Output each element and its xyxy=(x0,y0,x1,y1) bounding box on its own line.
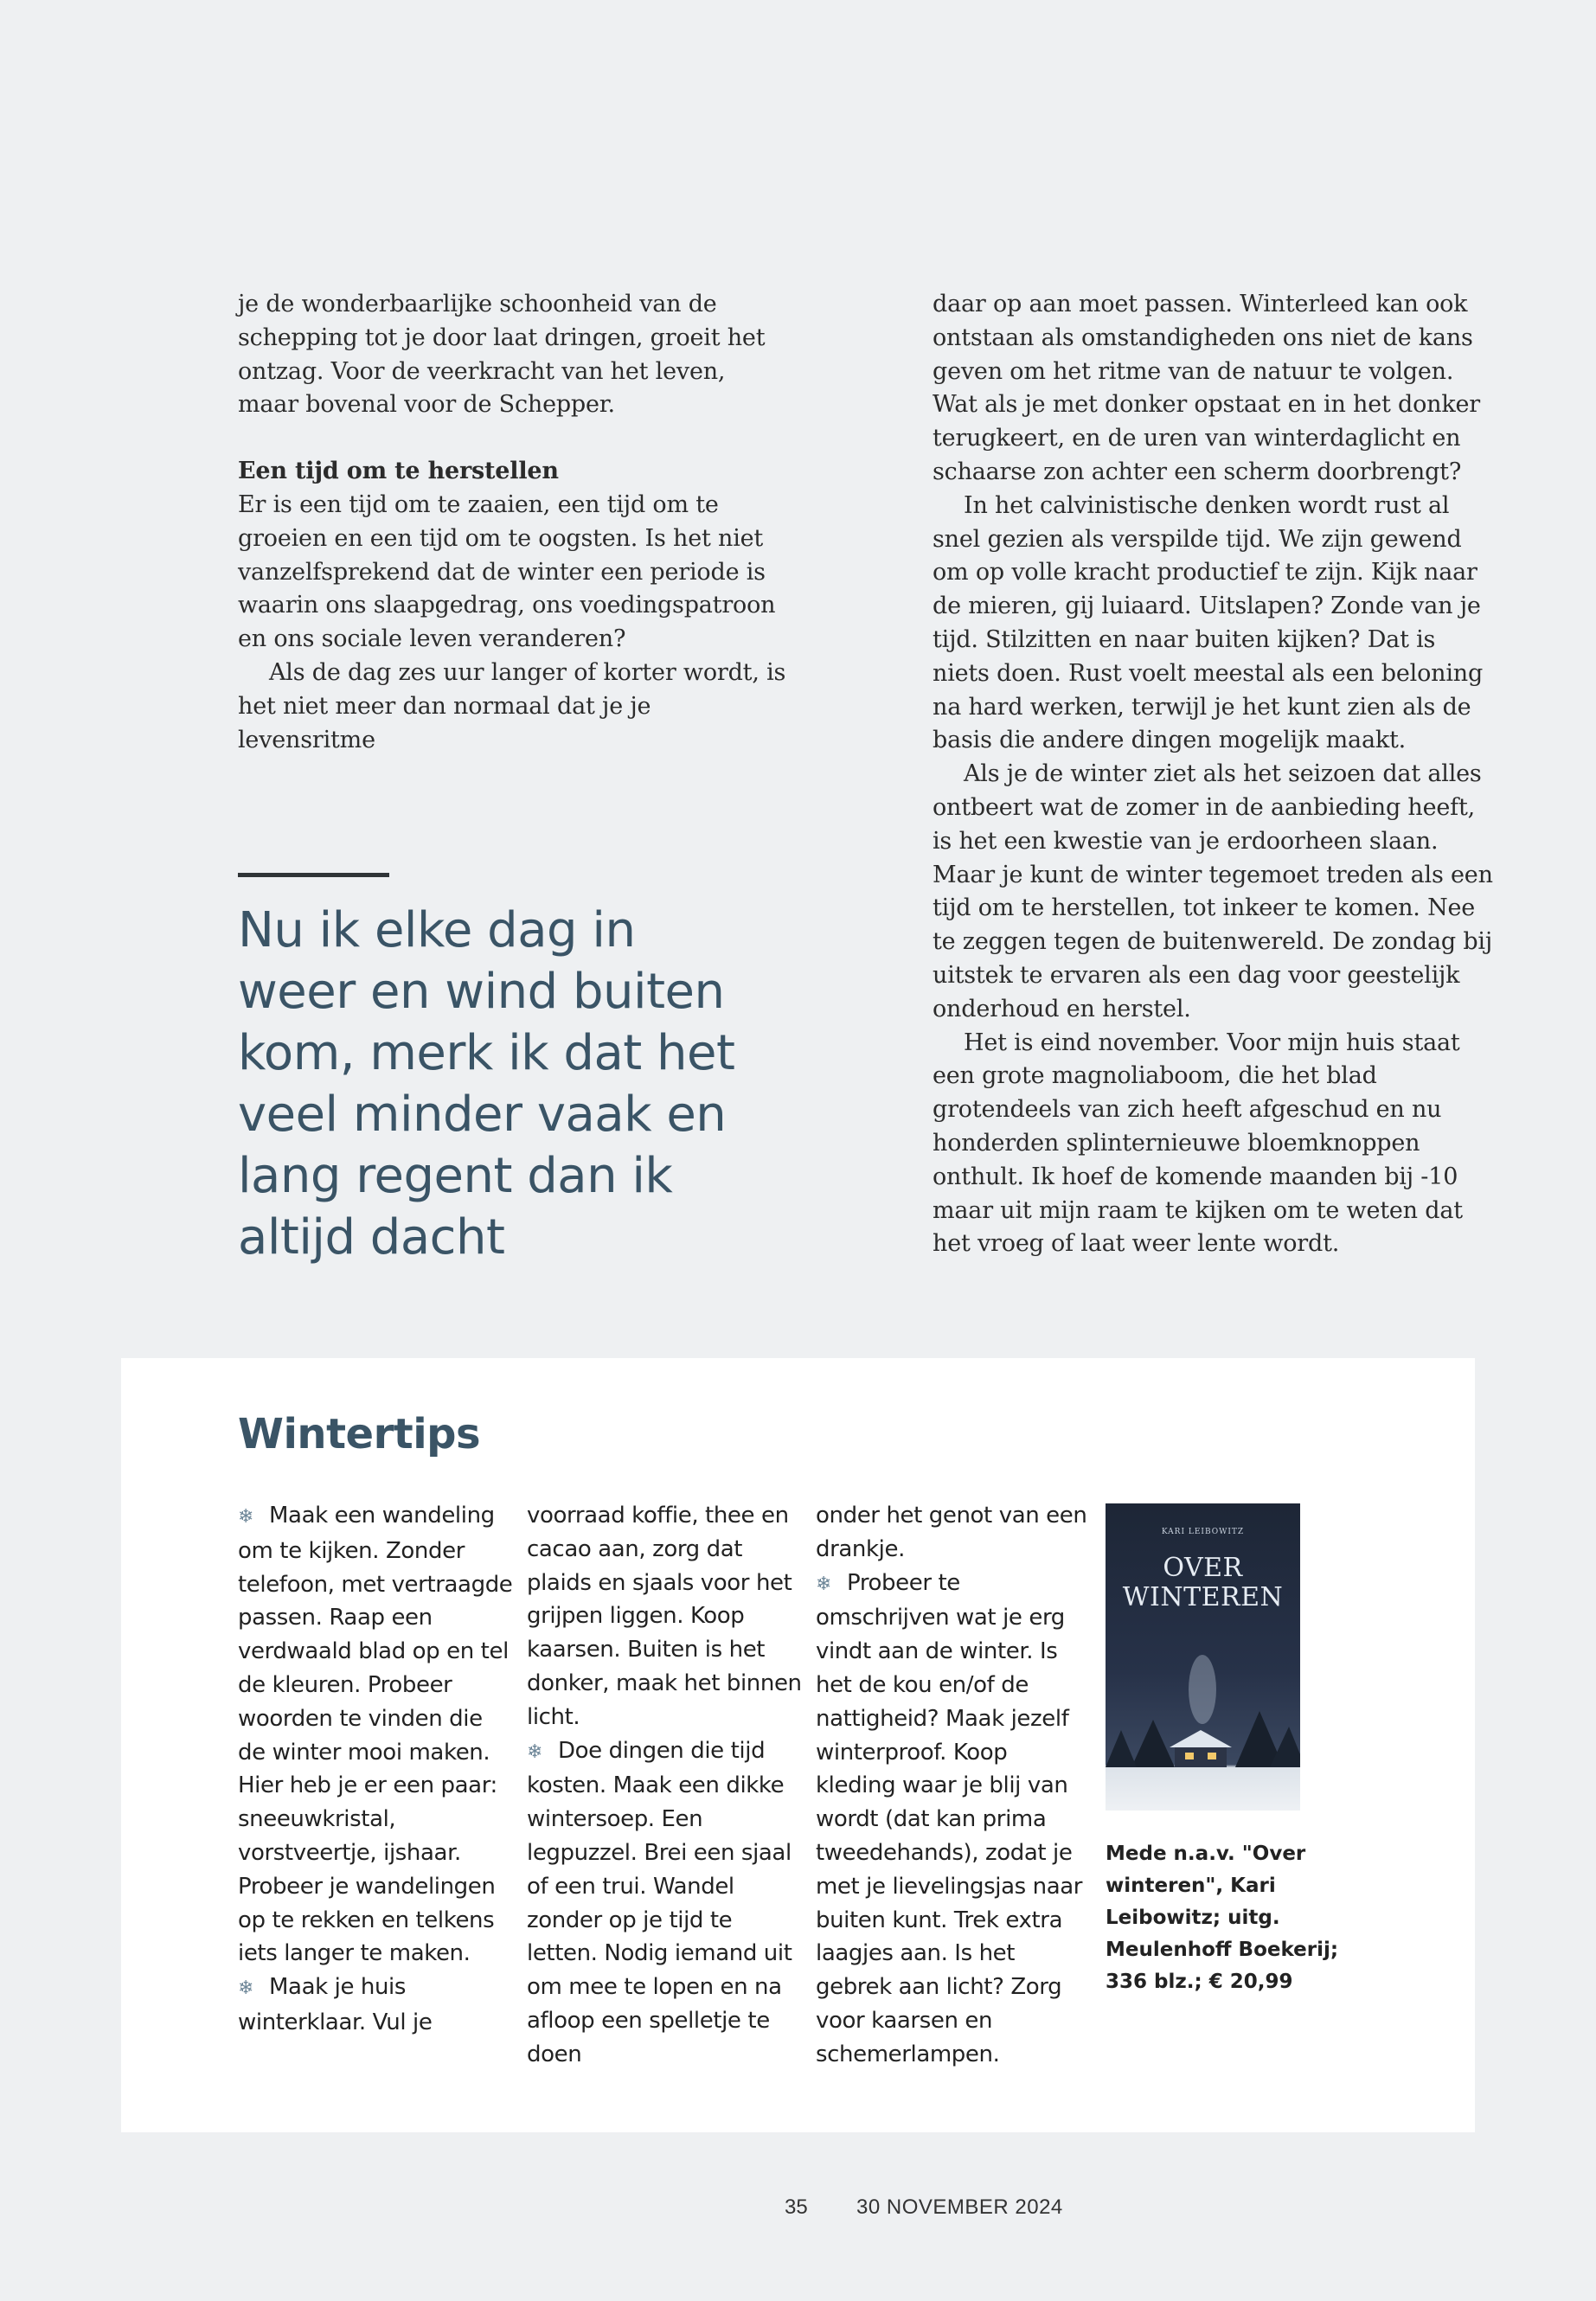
issue-date: 30 NOVEMBER 2024 xyxy=(856,2195,1063,2219)
tip-item xyxy=(238,1971,515,2040)
tips-column-3 xyxy=(816,1499,1093,2072)
book-author: KARI LEIBOWITZ xyxy=(1161,1528,1245,1536)
body-paragraph: Het is eind november. Voor mijn huis staat een grote magnoliaboom, die het blad grotendeels van zich heeft afgeschud en nu honderden splinternieuwe bloemknoppen onthult. Ik hoef de komende maanden bij -10 maar uit mijn raam te kijken om te weten dat het vroeg of laat weer lente wordt. xyxy=(933,1029,1463,1258)
tip-item-continued: voorraad koffie, thee en cacao aan, zorg dat plaids en sjaals voor het grijpen liggen. Koop kaarsen. Buiten is het donker, maak het binnen licht. xyxy=(527,1503,802,1730)
wintertips-box xyxy=(121,1358,1475,2132)
snowflake-icon: ❄ xyxy=(238,1977,254,2000)
wintertips-title: Wintertips xyxy=(238,1410,481,1458)
pull-quote-rule xyxy=(238,873,389,877)
tip-item xyxy=(238,1499,515,1971)
page-number: 35 xyxy=(785,2195,808,2219)
tip-item xyxy=(527,1734,804,2072)
right-text-column xyxy=(933,288,1495,1261)
tip-text: Doe dingen die tijd kosten. Maak een dikke wintersoep. Een legpuzzel. Brei een sjaal of een trui. Wandel zonder op je tijd te letten. Nodig iemand uit om mee te lopen en na afloop een spelletje te doen xyxy=(527,1737,792,2067)
tips-column-1 xyxy=(238,1499,515,2040)
tip-item xyxy=(816,1567,1093,2072)
left-text-column xyxy=(238,288,792,757)
tip-item-continued: onder het genot van een drankje. xyxy=(816,1503,1087,1562)
book-title: OVER WINTEREN xyxy=(1122,1553,1284,1612)
section-subheading: Een tijd om te herstellen xyxy=(238,458,559,485)
tips-column-2 xyxy=(527,1499,804,2072)
body-paragraph: Er is een tijd om te zaaien, een tijd om te groeien en een tijd om te oogsten. Is het niet vanzelfsprekend dat de winter een periode is waarin ons slaapgedrag, ons voedingspatroon en ons sociale leven veranderen? xyxy=(238,490,776,653)
tip-text: Maak je huis winterklaar. Vul je xyxy=(238,1974,433,2035)
body-paragraph: daar op aan moet passen. Winterleed kan ook ontstaan als omstandigheden ons niet de kans geven om het ritme van de natuur te volgen. Wat als je met donker opstaat en in het donker terugkeert, en de uren van winterdaglicht en schaarse zon achter een scherm doorbrengt? xyxy=(933,291,1481,485)
tip-text: Probeer te omschrijven wat je erg vindt aan de winter. Is het de kou en/of de nattigheid? Maak jezelf winterproof. Koop kleding waar je blij van wordt (dat kan prima tweedehands), zodat je met je lievelingsjas naar buiten kunt. Trek extra laagjes aan. Is het gebrek aan licht? Zorg voor kaarsen en schemerlampen. xyxy=(816,1569,1083,2067)
book-cover xyxy=(1106,1503,1300,1811)
winter-cabin-illustration xyxy=(1106,1503,1300,1811)
snowflake-icon: ❄ xyxy=(238,1506,254,1528)
body-paragraph: In het calvinistische denken wordt rust al snel gezien als verspilde tijd. We zijn gewend om op volle kracht productief te zijn. Kijk naar de mieren, gij luiaard. Uitslapen? Zonde van je tijd. Stilzitten en naar buiten kijken? Dat is niets doen. Rust voelt meestal als een beloning na hard werken, terwijl je het kunt zien als de basis die andere dingen mogelijk maakt. xyxy=(933,491,1484,754)
pull-quote: Nu ik elke dag in weer en wind buiten kom, merk ik dat het veel minder vaak en lang regent dan ik altijd dacht xyxy=(238,902,735,1266)
snowflake-icon: ❄ xyxy=(527,1740,543,1763)
tip-text: Maak een wandeling om te kijken. Zonder telefoon, met vertraagde passen. Raap een verdwaald blad op en tel de kleuren. Probeer woorden te vinden die de winter mooi maken. Hier heb je er een paar: sneeuwkristal, vorstveertje, ijshaar. Probeer je wandelingen op te rekken en telkens iets langer te maken. xyxy=(238,1503,513,1967)
body-paragraph: Als de dag zes uur langer of korter wordt, is het niet meer dan normaal dat je je levensritme xyxy=(238,658,786,753)
snowflake-icon: ❄ xyxy=(816,1573,832,1595)
body-paragraph: Als je de winter ziet als het seizoen dat alles ontbeert wat de zomer in de aanbieding heeft, is het een kwestie van je erdoorheen slaan. Maar je kunt de winter tegemoet treden als een tijd om te herstellen, tot inkeer te komen. Nee te zeggen tegen de buitenwereld. De zondag bij uitstek te ervaren als een dag voor geestelijk onderhoud en herstel. xyxy=(933,760,1493,1022)
book-caption: Mede n.a.v. "Over winteren", Kari Leibowitz; uitg. Meulenhoff Boekerij; 336 blz.; € 20,99 xyxy=(1106,1843,1339,1993)
body-paragraph: je de wonderbaarlijke schoonheid van de schepping tot je door laat dringen, groeit het ontzag. Voor de veerkracht van het leven, maar bovenal voor de Schepper. xyxy=(238,291,766,419)
